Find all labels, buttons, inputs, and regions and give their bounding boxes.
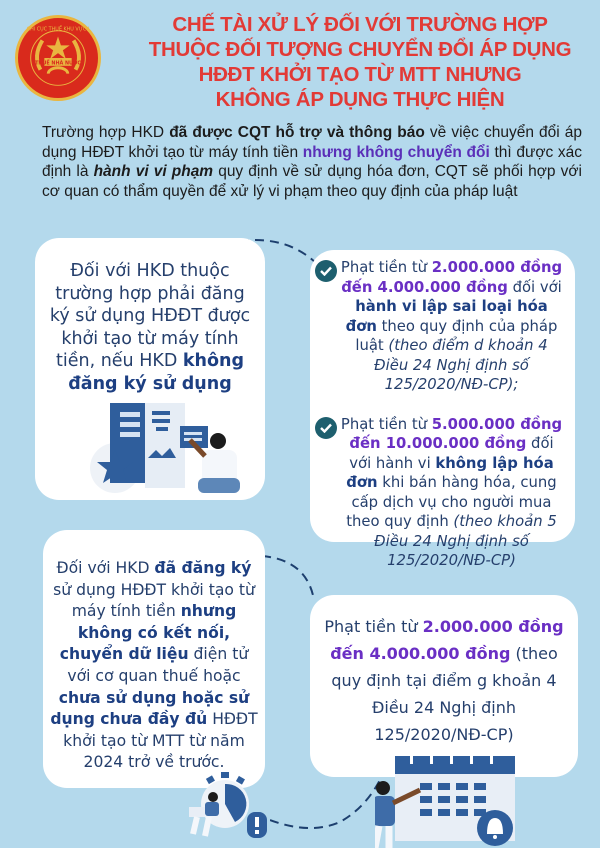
title-line: KHÔNG ÁP DỤNG THỰC HIỆN <box>215 88 505 111</box>
intro-highlight: nhưng không chuyển đổi <box>302 143 490 161</box>
legal-reference: (theo khoản 5 Điều 24 Nghị định số 125/2020/NĐ-CP) <box>374 513 557 569</box>
check-circle-icon <box>315 417 337 439</box>
penalty-text: Phạt tiền từ <box>324 617 423 636</box>
intro-violation-term: hành vi vi phạm <box>93 163 214 180</box>
penalty-amount: 2.000.000 đồng đến 4.000.000 đồng <box>330 617 564 663</box>
title-line: HĐĐT KHỞI TẠO TỪ MTT NHƯNG <box>198 63 522 86</box>
intro-paragraph <box>42 123 582 201</box>
person-with-clock-alert-illustration <box>183 772 293 848</box>
penalty-reference: (theo quy định tại điểm g khoản 4 Điều 24 Nghị định 125/2020/NĐ-CP) <box>331 644 558 744</box>
penalty-text: theo quy định của pháp luật <box>355 317 558 354</box>
title-line: THUỘC ĐỐI TƯỢNG CHUYỂN ĐỔI ÁP DỤNG <box>148 38 572 61</box>
penalty-violation: hành vi lập sai loại hóa đơn <box>345 298 548 335</box>
intro-text: về việc chuyển đổi áp dụng HĐĐT khởi tạo từ máy tính tiền <box>42 124 583 161</box>
page-title <box>130 12 590 112</box>
case-emphasis: đã đăng ký <box>154 559 252 577</box>
tax-department-emblem-icon <box>19 19 97 97</box>
intro-text: Trường hợp HKD <box>42 124 170 141</box>
tax-department-logo <box>15 15 101 101</box>
penalty-text: đối với <box>507 278 562 296</box>
case-text: điện tử với cơ quan thuế hoặc <box>67 645 249 685</box>
penalty-text: đối với hành vi <box>349 435 554 472</box>
penalty-violation: không lập hóa đơn <box>346 454 554 491</box>
person-with-documents-illustration <box>90 398 250 498</box>
intro-text: quy định về sử dụng hóa đơn, CQT sẽ phối hợp với cơ quan có thẩm quyền để xử lý vi phạm theo quy định của pháp luật <box>42 163 582 200</box>
case-emphasis: nhưng không có kết nối, chuyển dữ liệu <box>59 602 237 664</box>
penalty-text: khi bán hàng hóa, cung cấp dịch vụ cho người mua theo quy định <box>346 474 557 530</box>
title-line: CHẾ TÀI XỬ LÝ ĐỐI VỚI TRƯỜNG HỢP <box>172 13 548 36</box>
penalty-amount: 2.000.000 đồng đến 4.000.000 đồng <box>341 259 563 296</box>
penalty-item <box>310 250 575 395</box>
intro-emphasis: đã được CQT hỗ trợ và thông báo <box>169 124 425 141</box>
case-text: Đối với HKD thuộc trường hợp phải đăng ký sử dụng HĐĐT được khởi tạo từ máy tính tiền, nếu HKD <box>49 261 251 371</box>
case-text: Đối với HKD <box>56 559 155 577</box>
intro-text: thì được xác định là <box>42 143 582 180</box>
case-registered-card <box>43 530 265 788</box>
penalty-text: Phạt tiền từ <box>340 259 432 276</box>
person-with-calendar-bell-illustration <box>375 748 575 848</box>
case-text: HĐĐT khởi tạo từ MTT từ năm 2024 trở về trước. <box>63 710 258 772</box>
penalty-item <box>310 407 575 571</box>
case-emphasis: chưa sử dụng hoặc sử dụng chưa đầy đủ <box>50 688 250 729</box>
penalties-unregistered-card <box>310 250 575 569</box>
svg-text:CHI CỤC THUẾ KHU VỰC I: CHI CỤC THUẾ KHU VỰC I <box>26 26 90 33</box>
svg-text:THUẾ NHÀ NƯỚC: THUẾ NHÀ NƯỚC <box>35 60 81 67</box>
penalty-text: Phạt tiền từ <box>340 415 432 433</box>
legal-reference: (theo điểm d khoản 4 Điều 24 Nghị định số 125/2020/NĐ-CP); <box>374 337 548 393</box>
case-text: sử dụng HĐĐT khởi tạo từ máy tính tiền <box>53 580 255 621</box>
check-circle-icon <box>315 260 337 282</box>
case-emphasis: không đăng ký sử dụng <box>68 351 244 394</box>
penalty-amount: 5.000.000 đồng đến 10.000.000 đồng <box>349 415 563 452</box>
